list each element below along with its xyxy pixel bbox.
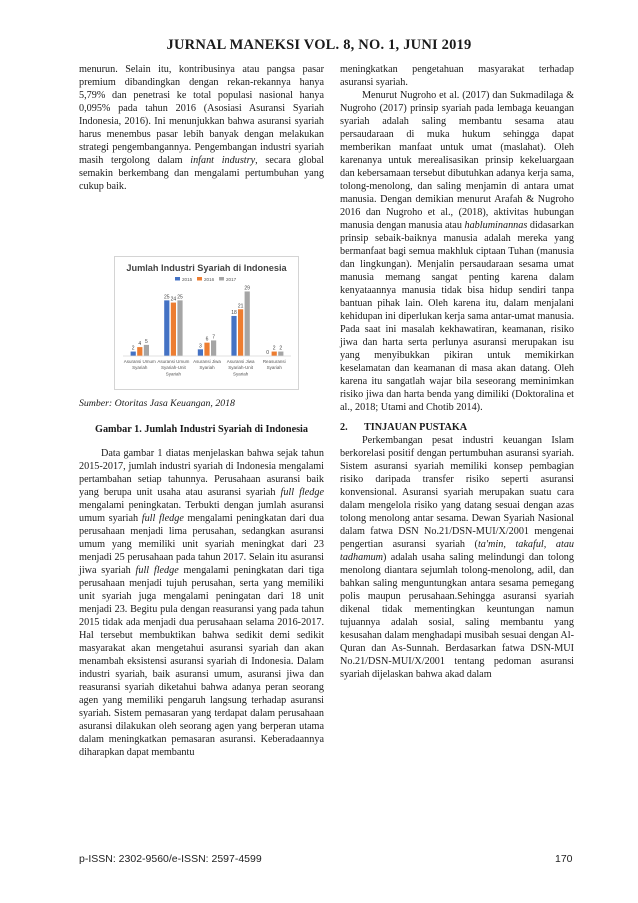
left-column-top [79,63,324,193]
data-label-2016-0: 4 [138,341,142,348]
page-number: 170 [555,853,573,865]
data-label-2017-1: 25 [177,294,183,301]
data-label-2015-2: 3 [199,343,202,350]
legend-swatch-2016 [197,277,202,281]
data-label-2015-4: 0 [266,350,269,356]
bar-2015-0 [131,352,136,356]
bar-2016-4 [272,352,277,356]
footer-issn: p-ISSN: 2302-9560/e-ISSN: 2597-4599 [79,853,262,865]
data-label-2017-3: 29 [244,285,250,292]
bar-2017-2 [211,340,216,356]
paragraph: meningkatkan pengetahuan masyarakat terhadap asuransi syariah. [340,64,574,88]
paragraph: Perkembangan pesat industri keuangan Islam berkorelasi positif dengan pertumbuhan asuransi syariah. Sistem asuransi syariah memiliki konsep pembagian risiko daripada transfer risiko seperti asuransi konvensional. Asuransi syariah merupakan suatu cara dalam mengelola risiko yang datang sesuai dengan azas tolong menolong antar sesama. Dewan Syariah Nasional dalam fatwa DSN No.21/DSN-MUI/X/2001 mengenai pengertian asuransi syariah (ta'min, takaful, atau tadhamum) adalah usaha saling melindungi dan tolong menolong diantara sejumlah tolong-menolong, adil, dan bahkan saling menguntungkan antara sesama pemegang polis maupun perusahaan.Sehingga asuransi syariah dikenal tidak mementingkan keuntungan namun tujuannya adalah sosial, saling membantu yang kesusahan dalam menghadapi musibah sesuai dengan Al-Quran dan As-Sunnah. Berdasarkan fatwa DSN-MUI No.21/DSN-MUI/X/2001 tentang pedoman asuransi syariah dijelaskan bahwa akad dalam [340,435,575,680]
data-label-2016-3: 21 [237,303,244,310]
legend-label-2017: 2017 [226,276,237,282]
legend-swatch-2015 [175,277,180,281]
category-label-2: Asuransi Jiwa [193,359,221,364]
category-label-1: Asuransi Umum [157,359,190,364]
figure-caption: Gambar 1. Jumlah Industri Syariah di Indonesia [95,424,308,435]
chart-category-labels [124,359,286,376]
data-label-2017-2: 7 [212,334,215,341]
bar-2015-1 [164,300,169,356]
category-label-2: Syariah [199,365,215,371]
bar-2015-2 [198,349,203,356]
bar-2016-3 [238,309,243,356]
category-label-3: Syariah [232,371,249,377]
bar-2016-2 [204,343,209,356]
category-label-3: Asuransi Jiwa [226,359,255,364]
bar-2017-3 [245,291,250,356]
figure-chart [114,256,299,390]
right-column [340,63,574,681]
data-label-2015-0: 2 [131,345,135,352]
data-label-2015-3: 18 [231,309,237,316]
legend-label-2015: 2015 [182,276,193,282]
category-label-0: Asuransi Umum [123,359,156,364]
data-label-2017-0: 5 [145,338,148,345]
category-label-0: Syariah [132,365,148,371]
bar-2015-3 [231,316,236,356]
legend-swatch-2017 [219,277,224,281]
category-label-4: Reasuransi [262,359,286,364]
left-column-bottom [79,447,324,759]
section-heading: 2. TINJAUAN PUSTAKA [340,422,468,433]
data-label-2016-4: 2 [272,345,276,352]
journal-header: JURNAL MANEKSI VOL. 8, NO. 1, JUNI 2019 [166,37,472,53]
category-label-1: Syariah-Unit [161,365,186,371]
bar-2016-0 [137,347,142,356]
data-label-2015-1: 25 [164,294,170,301]
category-label-4: Syariah [266,365,282,371]
chart-title: Jumlah Industri Syariah di Indonesia [126,263,287,273]
data-label-2017-4: 2 [279,345,283,352]
chart-legend [175,277,237,282]
bar-2016-1 [171,303,176,356]
data-label-2016-1: 24 [170,296,177,303]
bar-chart [115,257,298,389]
data-label-2016-2: 6 [205,336,209,343]
figure-source: Sumber: Otoritas Jasa Keuangan, 2018 [79,398,235,409]
paragraph: Menurut Nugroho et al. (2017) dan Sukmadilaga & Nugroho (2017) prinsip syariah pada lembaga keuangan syariah adalah saling membantu sesama atau persaudaraan di muka hukum sehingga dapat memberikan manfaat untuk umat (maslahat). Oleh karenanya untuk merealisasikan prinsip kekeluargaan dan kebersamaan tersebut dibutuhkan adanya kerja sama, tolong-menolong, dan saling menjamin di antara umat manusia. Dengan demikian menurut Arafah & Nugroho 2016 dan Nugroho et al., (2018), aktivitas hubungan manusia dengan manusia atau habluminannas didasarkan prinsip sebaik-baiknya manusia adalah mereka yang bermanfaat bagi semua makhluk ciptaan Tuhan (manusia dan lingkungan). Menjalin persaudaraan sesama umat manusia memang sangat penting karena dalam kenyataannya manusia tidak bisa hidup sendiri tanpa bantuan pihak lain. Oleh karena itu, dalam menjalani kehidupan ini diperlukan kerja sama antar-umat manusia. Pada saat ini masalah kekhawatiran, keamanan, risiko jiwa dan harta serta perlunya asuransi merupakan isu yang menyibukkan pikiran untuk memikirkan keselamatan dan keamanan di masa akan datang. Oleh karena itu sangatlah wajar bila seseorang meminimkan risiko jiwa dan harta benda yang dimiliki (Doktoralina et al., 2018; Utami and Chotib 2014). [340,90,574,413]
category-label-3: Syariah-Unit [228,365,253,371]
bar-2017-1 [177,300,182,356]
chart-bars [131,285,284,356]
legend-label-2016: 2016 [204,276,215,282]
paragraph: menurun. Selain itu, kontribusinya atau pangsa pasar premium dibandingkan dengan rekan-rekannya hanya 5,79% dan penetrasi ke total populasi nasional hanya 0,095% pada tahun 2016 (Asosiasi Asuransi Syariah Indonesia, 2016). Ini menunjukkan bahwa asuransi syariah harus menembus pasar lebih banyak dengan melakukan strategi pengembangannya. Pengembangan industri syariah masih tergolong dalam infant industry, secara global semakin berkembang dan mengalami pertumbuhan yang cukup baik. [79,64,325,192]
bar-2017-4 [278,352,283,356]
category-label-1: Syariah [165,371,182,377]
paragraph: Data gambar 1 diatas menjelaskan bahwa sejak tahun 2015-2017, jumlah industri syariah di Indonesia mengalami pertambahan setiap tahunnya. Perusahaan asuransi baik yang berupa unit usaha atau asuransi syariah full fledge mengalami peningkatan. Terbukti dengan jumlah asuransi umum syariah full fledge mengalami peningkatan dari dua perusahaan menjadi lima perusahan, sedangkan asuransi umum yang memiliki unit syariah meningkat dari 23 menjadi 25 perusahaan pada tahun 2017. Selain itu asuransi jiwa syariah full fledge mengalami peningkatan dari tiga perusahaan menjadi tujuh perusahan, serta yang memiliki unit syariah juga mengalami peningatan dari 18 unit menjadi 23. Begitu pula dengan reasuransi yang pada tahun 2015 tidak ada menjadi dua perusahaan selama 2016-2017. Hal tersebut membuktikan bahwa sedikit demi sedikit masyarakat akan mengetahui asuransi syariah dan akan menambah eksistensi asuransi syariah di Indonesia. Dalam industri syariah, baik asuransi umum, asuransi jiwa dan reasuransi syariah diketahui bahwa adanya peran seorang agen yang memiliki pengaruh langsung terhadap asuransi syariah. Sistem pemasaran yang terdapat dalam perusahaan asuransi dilakukan oleh seorang agen yang berperan utama dalam meningkatkan pemasaran asuransi. Keberadaannya diharapkan dapat membantu [79,448,325,758]
bar-2017-0 [144,345,149,356]
